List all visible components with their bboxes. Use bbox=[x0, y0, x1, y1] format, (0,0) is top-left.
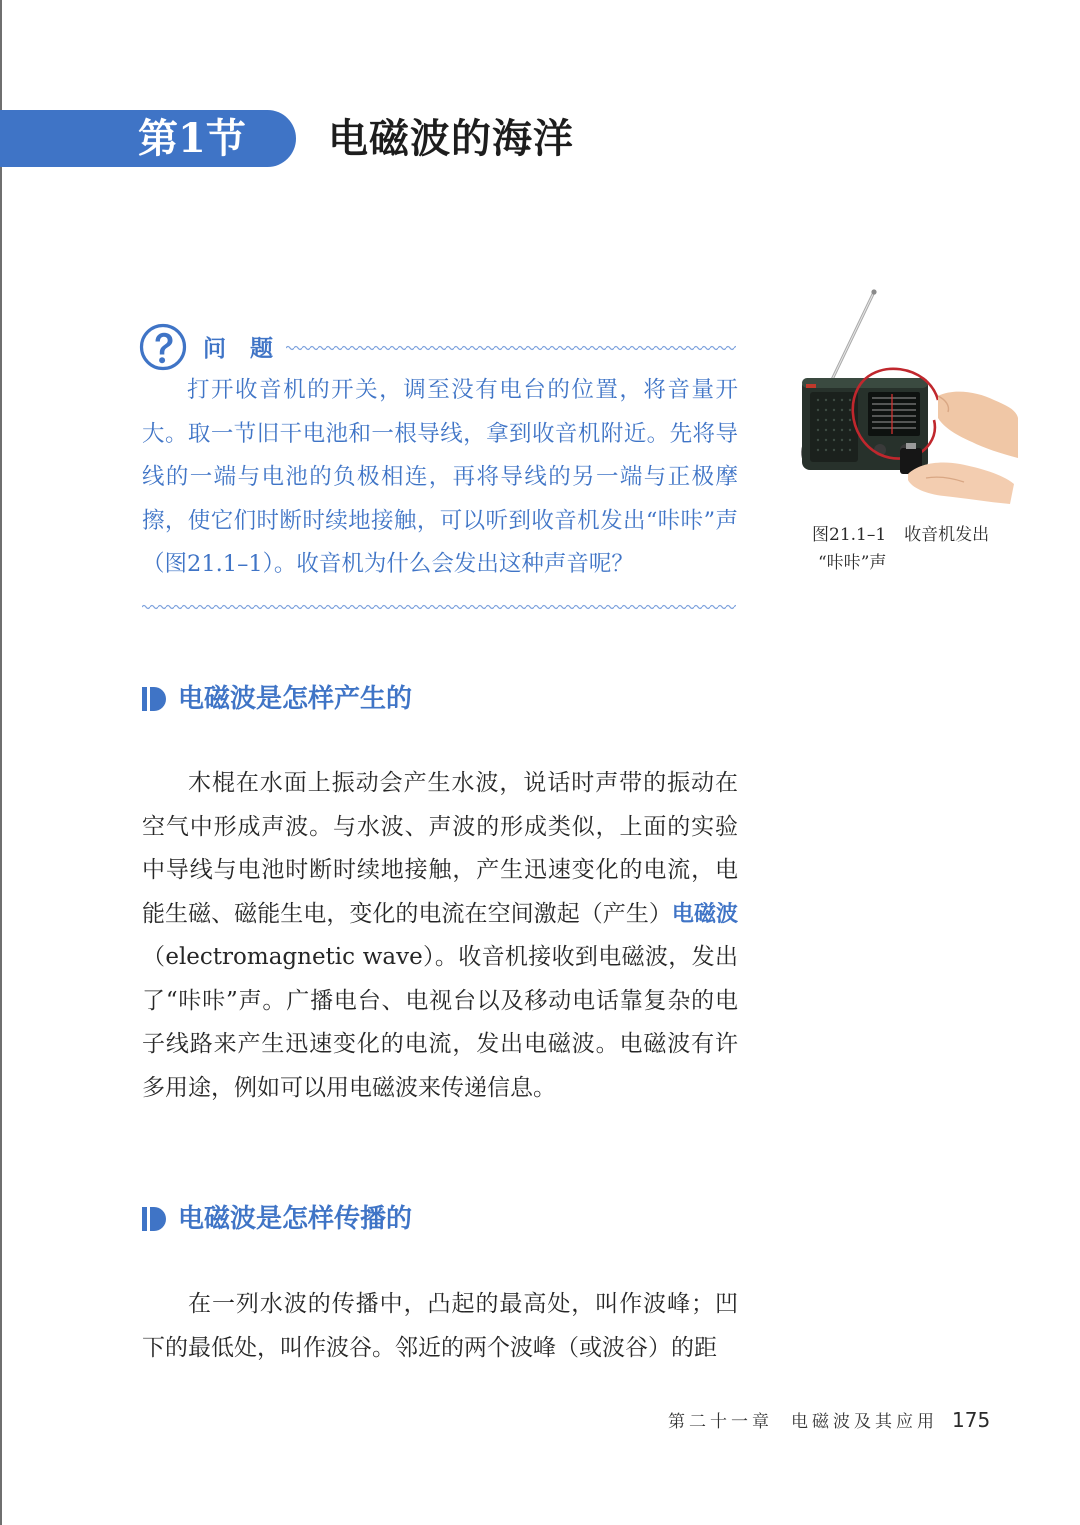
radio-figure-image bbox=[788, 288, 1018, 510]
page-number: 175 bbox=[952, 1408, 991, 1432]
key-term: 电磁波 bbox=[671, 901, 738, 927]
question-text: 打开收音机的开关，调至没有电台的位置，将音量开大。取一节旧干电池和一根导线，拿到收音机附近。先将导线的一端与电池的负极相连，再将导线的另一端与正极摩擦，使它们时断时续地接触，可以听到收音机发出“咔咔”声（图21.1–1）。收音机为什么会发出这种声音呢？ bbox=[142, 377, 738, 577]
page-edge-rule bbox=[0, 0, 2, 1525]
wavy-divider-bottom bbox=[142, 604, 736, 610]
body-paragraph-2: 在一列水波的传播中，凸起的最高处，叫作波峰；凹下的最低处，叫作波谷。邻近的两个波峰（或波谷）的距 bbox=[142, 1291, 738, 1361]
body-paragraph-1 bbox=[142, 762, 738, 1110]
subsection-heading-text-1: 电磁波是怎样产生的 bbox=[178, 684, 413, 714]
figure-caption bbox=[812, 521, 1012, 577]
figure-caption-line1: 收音机发出 bbox=[904, 525, 990, 545]
half-circle-marker-icon bbox=[142, 687, 166, 711]
figure-caption-number: 图21.1–1 bbox=[812, 525, 887, 545]
body-text-after-term: （electromagnetic wave）。收音机接收到电磁波，发出了“咔咔”声。广播电台、电视台以及移动电话靠复杂的电子线路来产生迅速变化的电流，发出电磁波。电磁波有许多用途，例如可以用电磁波来传递信息。 bbox=[142, 944, 738, 1101]
question-label: 问 题 bbox=[203, 336, 282, 362]
figure-caption-line2: “咔咔”声 bbox=[818, 553, 887, 573]
footer-chapter: 第二十一章 bbox=[668, 1412, 773, 1432]
footer-chapter-title: 电磁波及其应用 bbox=[791, 1412, 938, 1432]
body-text-before-term: 木棍在水面上振动会产生水波，说话时声带的振动在空气中形成声波。与水波、声波的形成类似，上面的实验中导线与电池时断时续地接触，产生迅速变化的电流，电能生磁、磁能生电，变化的电流在空间激起（产生） bbox=[142, 770, 738, 927]
section-number: 第1节 bbox=[138, 115, 246, 162]
question-circle-icon bbox=[139, 323, 187, 371]
half-circle-marker-icon bbox=[142, 1207, 166, 1231]
subsection-heading-text-2: 电磁波是怎样传播的 bbox=[178, 1204, 413, 1234]
wavy-divider-top bbox=[286, 345, 736, 351]
page-footer bbox=[668, 1405, 990, 1435]
section-title: 电磁波的海洋 bbox=[328, 115, 574, 162]
